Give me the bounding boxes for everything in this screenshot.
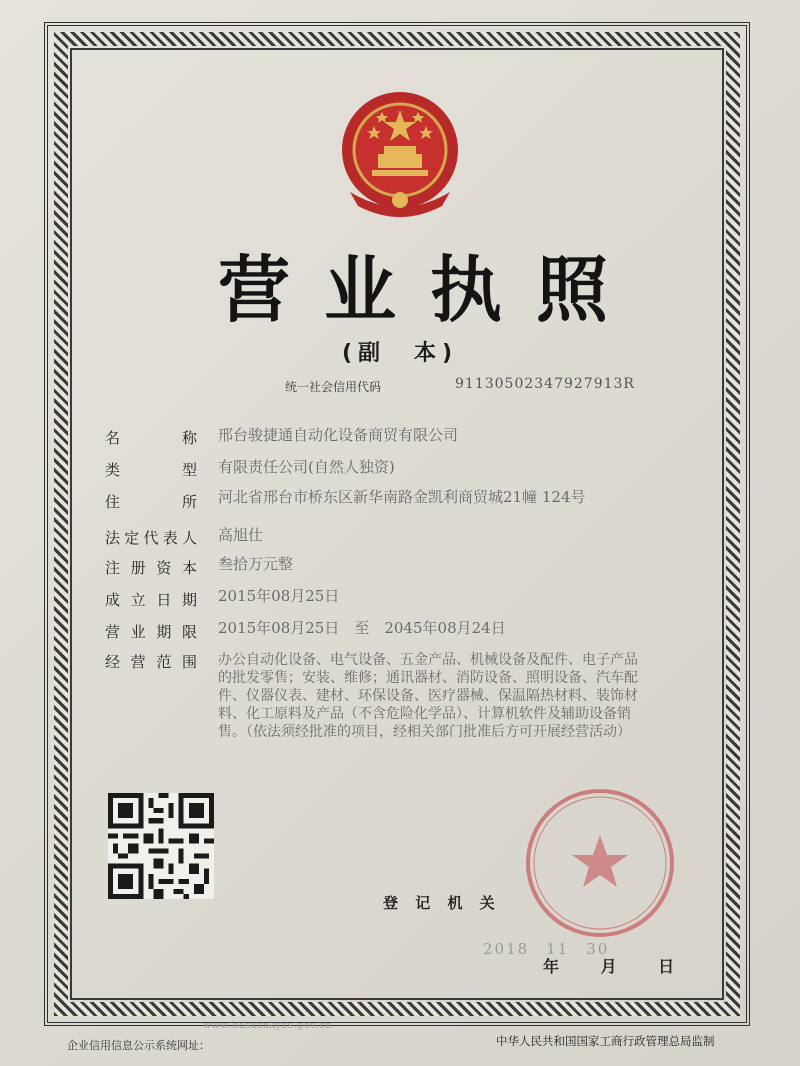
copy-type: (副 本) bbox=[341, 341, 459, 366]
national-emblem-icon bbox=[330, 82, 470, 222]
field-label-address: 住 所 bbox=[105, 493, 197, 511]
field-value-type: 有限责任公司(自然人独资) bbox=[218, 458, 395, 476]
credit-code-value: 91130502347927913R bbox=[455, 376, 635, 392]
registration-authority: 登 记 机 关 bbox=[383, 894, 501, 912]
qr-code bbox=[108, 793, 214, 899]
field-label-capital: 注册资本 bbox=[105, 559, 197, 577]
field-value-capital: 叁拾万元整 bbox=[218, 555, 294, 573]
official-seal bbox=[520, 783, 680, 943]
field-value-legal-rep: 高旭仕 bbox=[218, 526, 264, 544]
website-url: www.hdsxxxkyxs.gov.cn bbox=[203, 1021, 333, 1031]
page-title: 营业执照 bbox=[217, 248, 642, 332]
field-value-scope: 办公自动化设备、电气设备、五金产品、机械设备及配件、电子产品的批发零售；安装、维修；通讯器材、消防设备、照明设备、汽车配件、仪器仪表、建材、环保设备、医疗器械、保温隔热材料、装饰材料、化工原料及产品（不含危险化学品）、计算机软件及辅助设备销售。（依法须经批准的项目，经相关部门批准后方可开展经营活动） bbox=[218, 652, 638, 740]
field-label-legal-rep: 法定代表人 bbox=[105, 529, 197, 547]
field-label-term: 营业期限 bbox=[105, 623, 197, 641]
footer-right: 中华人民共和国国家工商行政管理总局监制 bbox=[496, 1034, 715, 1048]
field-value-established: 2015年08月25日 bbox=[218, 587, 340, 605]
footer-left: 企业信用信息公示系统网址： bbox=[67, 1039, 210, 1052]
field-label-name: 名 称 bbox=[105, 429, 197, 447]
field-value-name: 邢台骏捷通自动化设备商贸有限公司 bbox=[218, 426, 459, 444]
field-label-type: 类 型 bbox=[105, 461, 197, 479]
credit-code-label: 统一社会信用代码 bbox=[285, 380, 382, 394]
date-labels: 年 月 日 bbox=[543, 957, 675, 976]
issue-date: 2018 11 30 bbox=[483, 940, 610, 958]
field-label-established: 成立日期 bbox=[105, 591, 197, 609]
field-label-scope: 经营范围 bbox=[105, 653, 197, 671]
field-value-address: 河北省邢台市桥东区新华南路金凯利商贸城21幢 124号 bbox=[218, 488, 586, 506]
field-value-term: 2015年08月25日 至 2045年08月24日 bbox=[218, 619, 506, 637]
